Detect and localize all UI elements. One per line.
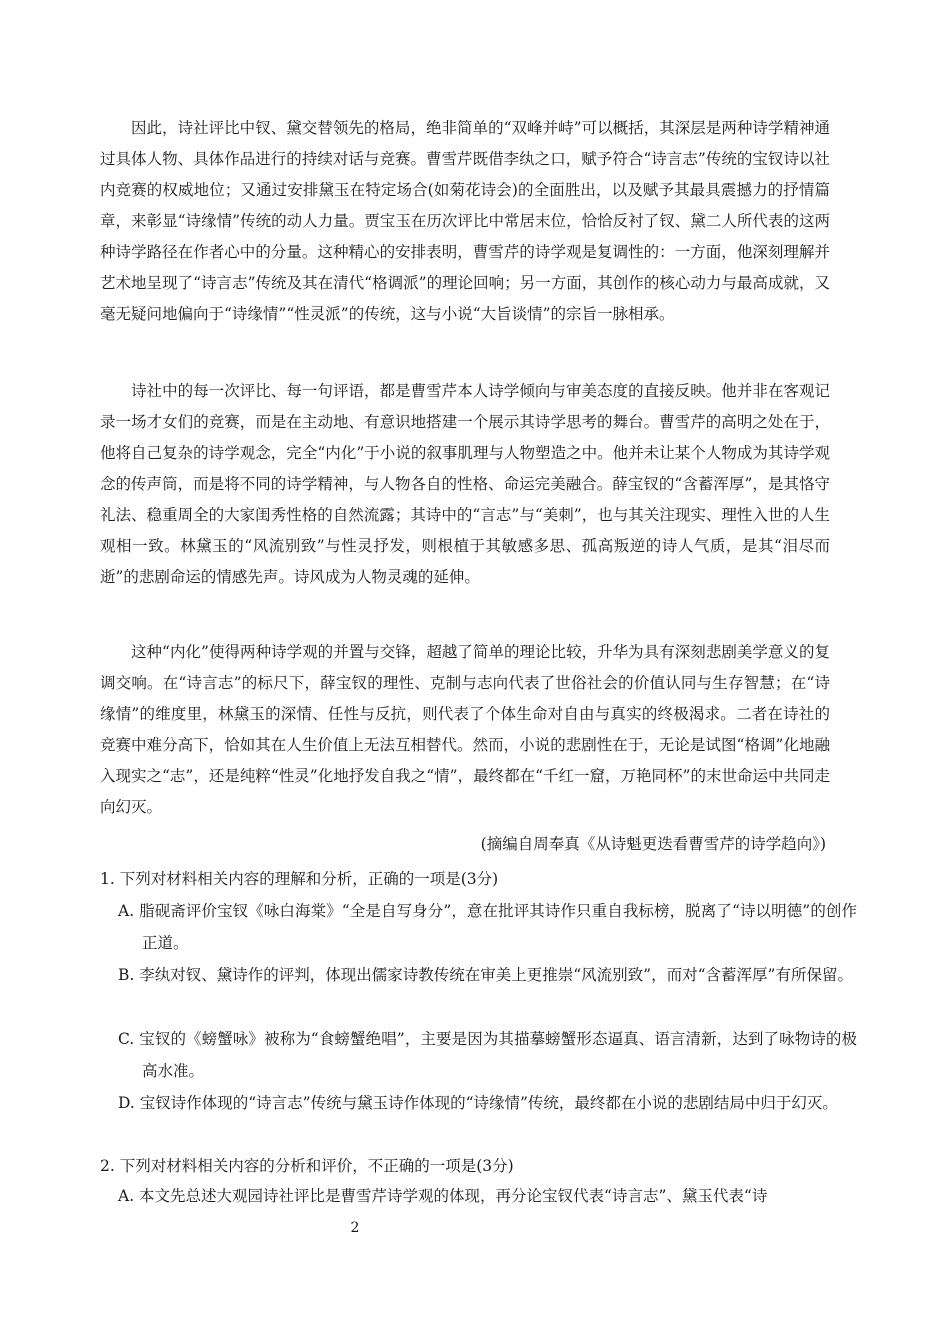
question-1-option-a: A. 脂砚斋评价宝钗《咏白海棠》“全是自写身分”，意在批评其诗作只重自我标榜，脱离了“诗以明德”的创作正道。 xyxy=(118,902,857,952)
article-paragraph-3: 这种“内化”使得两种诗学观的并置与交锋，超越了简单的理论比较，升华为具有深刻悲剧美学意义的复调交响。在“诗言志”的标尺下，薛宝钗的理性、克制与志向代表了世俗社会的价值认同与生存智慧；在“诗缘情”的维度里，林黛玉的深情、任性与反抗，则代表了个体生命对自由与真实的终极渴求。二者在诗社的竞赛中难分高下，恰如其在人生价值上无法互相替代。然而，小说的悲剧性在于，无论是试图“格调”化地融入现实之“志”，还是纯粹“性灵”化地抒发自我之“情”，最终都在“千红一窟，万艳同杯”的末世命运中共同走向幻灭。 xyxy=(100,643,830,816)
question-1-option-c: C. 宝钗的《螃蟹咏》被称为“食螃蟹绝唱”，主要是因为其描摹螃蟹形态逼真、语言清新，达到了咏物诗的极高水准。 xyxy=(118,1030,857,1080)
question-1-option-d: D. 宝钗诗作体现的“诗言志”传统与黛玉诗作体现的“诗缘情”传统，最终都在小说的悲剧结局中归于幻灭。 xyxy=(118,1094,838,1112)
article-paragraph-2: 诗社中的每一次评比、每一句评语，都是曹雪芹本人诗学倾向与审美态度的直接反映。他并非在客观记录一场才女们的竞赛，而是在主动地、有意识地搭建一个展示其诗学思考的舞台。曹雪芹的高明之处在于，他将自己复杂的诗学观念，完全“内化”于小说的叙事肌理与人物塑造之中。他并未让某个人物成为其诗学观念的传声筒，而是将不同的诗学精神，与人物各自的性格、命运完美融合。薛宝钗的“含蓄浑厚”，是其恪守礼法、稳重周全的大家闺秀性格的自然流露；其诗中的“言志”与“美刺”，也与其关注现实、理性入世的人生观相一致。林黛玉的“风流别致”与性灵抒发，则根植于其敏感多思、孤高叛逆的诗人气质，是其“泪尽而逝”的悲剧命运的情感先声。诗风成为人物灵魂的延伸。 xyxy=(100,382,830,586)
page-number: 2 xyxy=(350,1220,360,1236)
article-source: (摘编自周奉真《从诗魁更迭看曹雪芹的诗学趋向》) xyxy=(480,835,826,853)
question-1-stem: 1. 下列对材料相关内容的理解和分析，正确的一项是(3分) xyxy=(100,870,499,888)
question-2-stem: 2. 下列对材料相关内容的分析和评价，不正确的一项是(3分) xyxy=(100,1157,514,1175)
question-1-option-b: B. 李纨对钗、黛诗作的评判，体现出儒家诗教传统在审美上更推崇“风流别致”，而对“含蓄浑厚”有所保留。 xyxy=(118,966,853,984)
article-paragraph-1: 因此，诗社评比中钗、黛交替领先的格局，绝非简单的“双峰并峙”可以概括，其深层是两种诗学精神通过具体人物、具体作品进行的持续对话与竞赛。曹雪芹既借李纨之口，赋予符合“诗言志”传统的宝钗诗以社内竞赛的权威地位；又通过安排黛玉在特定场合(如菊花诗会)的全面胜出，以及赋予其最具震撼力的抒情篇章，来彰显“诗缘情”传统的动人力量。贾宝玉在历次评比中常居末位，恰恰反衬了钗、黛二人所代表的这两种诗学路径在作者心中的分量。这种精心的安排表明，曹雪芹的诗学观是复调性的：一方面，他深刻理解并艺术地呈现了“诗言志”传统及其在清代“格调派”的理论回响；另一方面，其创作的核心动力与最高成就，又毫无疑问地偏向于“诗缘情”“性灵派”的传统，这与小说“大旨谈情”的宗旨一脉相承。 xyxy=(100,119,830,323)
question-2-option-a: A. 本文先总述大观园诗社评比是曹雪芹诗学观的体现，再分论宝钗代表“诗言志”、黛玉代表“诗 xyxy=(118,1187,768,1205)
